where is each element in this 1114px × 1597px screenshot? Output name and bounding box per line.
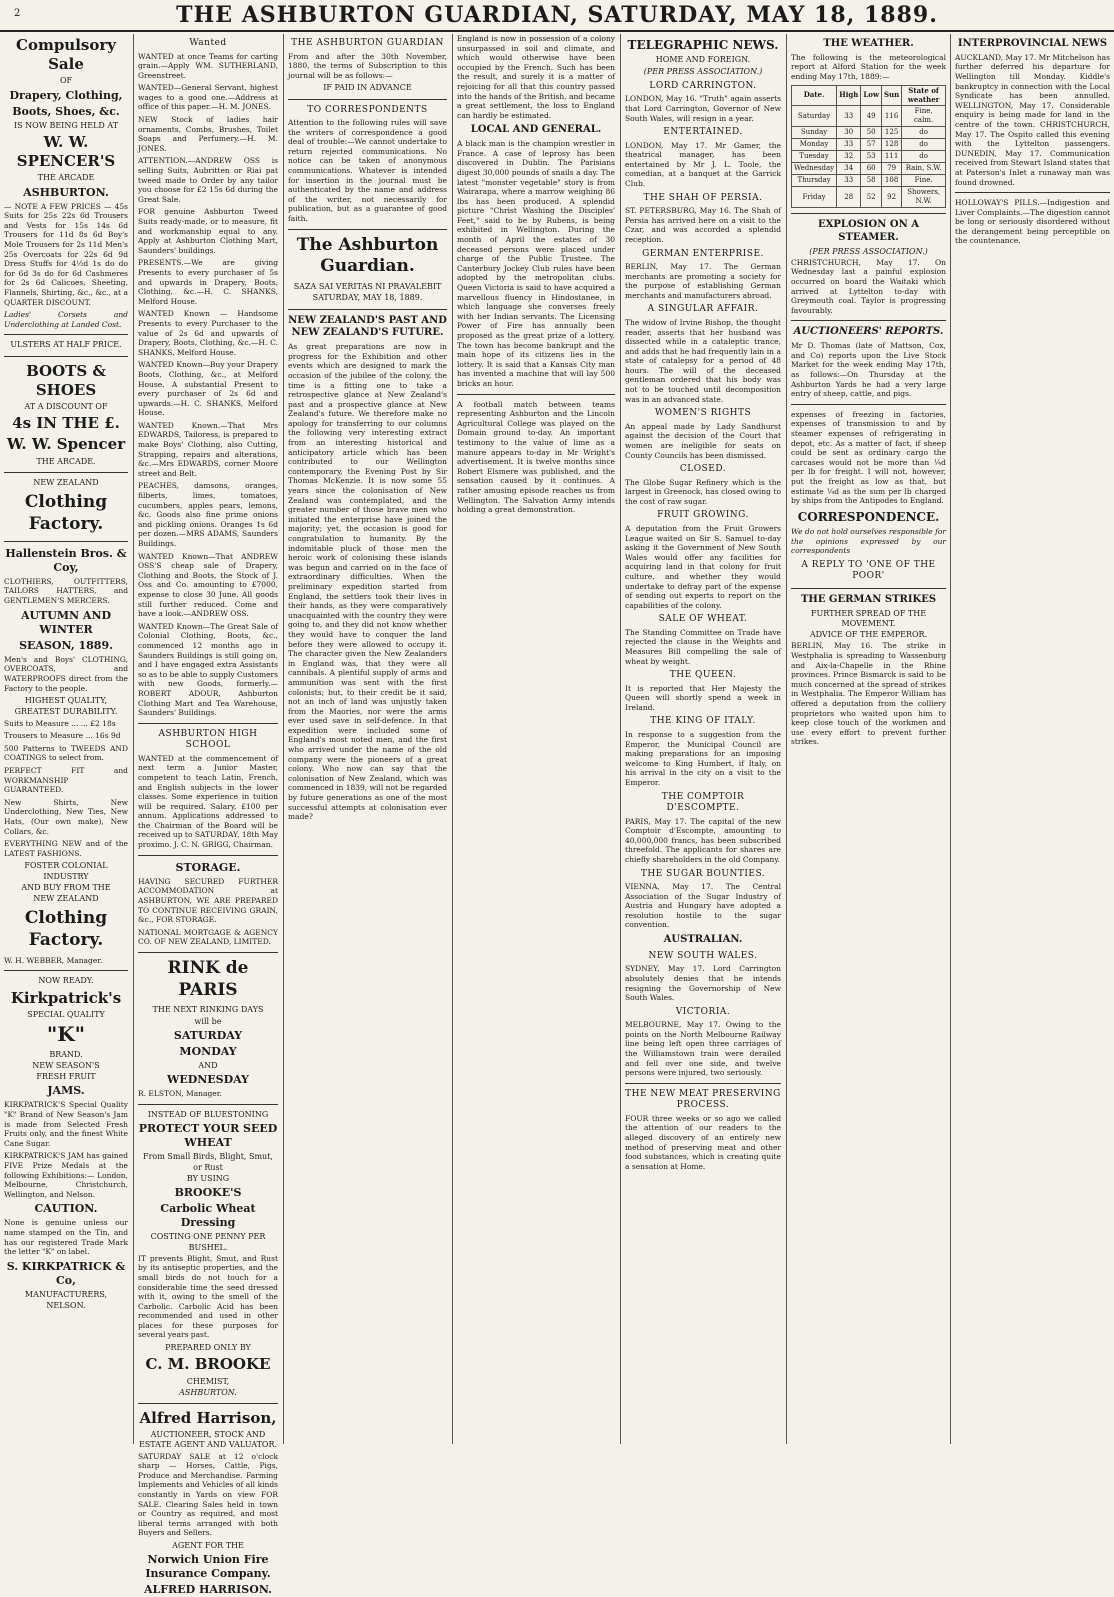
text: Trousers to Measure ... 16s 9d bbox=[4, 731, 121, 741]
text: ALFRED HARRISON. bbox=[143, 1583, 273, 1597]
text: FOSTER COLONIAL INDUSTRY bbox=[24, 861, 108, 881]
text: THE KING OF ITALY. bbox=[650, 716, 756, 727]
text: Clothing Factory. bbox=[24, 492, 108, 534]
text: Attention to the following rules will save the writers of correspondence a good deal of trouble:—We cannot undertake to return rejected communications. No notice can be taken of anonymous communications. Whatever is intended for insertion in the journal must be authenticated by the name and address of the writer, not necessarily for publication, but as a guarantee of good faith. bbox=[288, 118, 447, 223]
table-cell: Wednesday bbox=[792, 163, 837, 175]
divider bbox=[791, 320, 946, 321]
table-cell: 33 bbox=[837, 139, 861, 151]
text: Boots, Shoes, &c. bbox=[12, 104, 120, 118]
text: ASHBURTON. bbox=[23, 185, 109, 199]
table-cell: Rain, S.W. bbox=[902, 163, 946, 175]
text: HIGHEST QUALITY, bbox=[24, 696, 108, 706]
text: LOCAL AND GENERAL. bbox=[470, 124, 602, 136]
divider bbox=[138, 952, 278, 953]
newspaper-title: THE ASHBURTON GUARDIAN, SATURDAY, MAY 18, 1889. bbox=[176, 2, 938, 28]
table-cell: 108 bbox=[882, 175, 902, 187]
table-cell: 128 bbox=[882, 139, 902, 151]
text: ASHBURTON. bbox=[179, 1387, 237, 1397]
table-cell: Fine. bbox=[902, 175, 946, 187]
text: The widow of Irvine Bishop, the thought reader, asserts that her husband was dissected while in a cataleptic trance, and adds that he had frequently lain in a state of catalepsy for a period of 48 hours. The will of the deceased gentleman ordered that his body was not to be touched until decomposition was in an advanced state. bbox=[625, 317, 781, 404]
text: Kirkpatrick's bbox=[10, 988, 122, 1007]
classified-ad: WANTED at once Teams for carting grain.—Apply WM. SUTHERLAND, Greenstreet. bbox=[138, 51, 278, 80]
classified-ad: WANTED—General Servant, highest wages to a good one.—Address at office of this paper.—H. M. JONES. bbox=[138, 83, 278, 112]
weather-table bbox=[791, 85, 946, 208]
text: "K" bbox=[46, 1022, 86, 1047]
text: NEW SEASON'S bbox=[32, 1060, 100, 1070]
table-cell: 52 bbox=[861, 187, 882, 208]
text: NEW ZEALAND'S PAST AND NEW ZEALAND'S FUTURE. bbox=[288, 314, 447, 339]
text: COSTING ONE PENNY PER BUSHEL. bbox=[150, 1232, 266, 1252]
text: LONDON, May 16. "Truth" again asserts that Lord Carrington, Governor of New South Wales, will resign in a year. bbox=[625, 94, 781, 123]
divider bbox=[138, 1403, 278, 1404]
text: EVERYTHING NEW and of the LATEST FASHIONS. bbox=[4, 839, 128, 858]
text: Wanted bbox=[189, 38, 227, 48]
text: HOLLOWAY'S PILLS.—Indigestion and Liver Complaints.—The digestion cannot be long or seriously disordered without the derangement being perceptible on the countenance. bbox=[955, 198, 1110, 246]
text: THE ARCADE. bbox=[36, 456, 96, 466]
table-row bbox=[792, 139, 946, 151]
text: PROTECT YOUR SEED WHEAT bbox=[138, 1122, 278, 1150]
text: A REPLY TO 'ONE OF THE POOR' bbox=[801, 559, 936, 582]
text: In response to a suggestion from the Emperor, the Municipal Council are making preparations for an imposing welcome to King Humbert, if Italy, on his arrival in the city on a visit to the Emperor. bbox=[625, 730, 781, 787]
divider bbox=[138, 723, 278, 724]
classified-ad: PRESENTS.—We are giving Presents to every purchaser of 5s and upwards in Drapery, Boots, Clothing, &c.—H. C. SHANKS, Melford House. bbox=[138, 258, 278, 306]
text: SPECIAL QUALITY bbox=[27, 1009, 105, 1019]
text: From and after the 30th November, 1880, the terms of Subscription to this journal will be as follows:— bbox=[288, 51, 447, 80]
table-cell: 49 bbox=[861, 106, 882, 127]
text: ASHBURTON HIGH SCHOOL bbox=[158, 728, 258, 751]
table-cell: do bbox=[902, 127, 946, 139]
text: AUCTIONEER, STOCK AND ESTATE AGENT AND VALUATOR. bbox=[138, 1430, 278, 1450]
text: MANUFACTURERS, bbox=[24, 1289, 108, 1299]
divider bbox=[138, 1104, 278, 1105]
text: W. H. WEBBER, Manager. bbox=[4, 955, 103, 965]
table-cell: do bbox=[902, 151, 946, 163]
text: Men's and Boys' CLOTHING, OVERCOATS, and WATERPROOFS direct from the Factory to the people. bbox=[4, 654, 128, 693]
local-news: A black man is the champion wrestler in France. A case of leprosy has been discovered in Dublin. The Parisians digest 30,000 pounds of snails a day. The latest "monster vegetable" story is from Wairarapa, where a marrow weighing 86 lbs has been produced. A splendid picture "Christ Washing the Disciples' Feet," said to be by Rubens, is being exhibited in Wellington. During the month of April the estates of 30 deceased persons were placed under charge of the Public Trustee. The Canterbury Jockey Club rules have been adopted by the metropolitan clubs. Queen Victoria is said to have acquired a marvellous fluency in Hindostanee, in which language she converses freely with her Indian servants. The Licensing Power of Fire has annually been proposed as the great prize of a lottery. The town has become bankrupt and the main hope of its citizens lies in the lottery. It is said that a Kansas City man has invented a machine that will lay 500 bricks an hour. bbox=[457, 139, 615, 388]
table-row bbox=[792, 163, 946, 175]
text: INSTEAD OF BLUESTONING bbox=[147, 1109, 269, 1119]
text: Hallenstein Bros. & Coy, bbox=[5, 546, 127, 574]
column-6-weather-reports bbox=[791, 34, 946, 1444]
text: BY USING bbox=[186, 1173, 230, 1183]
divider bbox=[288, 309, 447, 310]
table-cell: 32 bbox=[837, 151, 861, 163]
text: A deputation from the Fruit Growers League waited on Sir S. Samuel to-day asking it the Government of New South Wales would offer any facilities for acquiring land in that colony for fruit culture, and whether they would undertake to defray part of the expense of sending out experts to report on the capabilities of the colony. bbox=[625, 523, 781, 610]
text: BERLIN, May 16. The strike in Westphalia is spreading to Wassenburg and Aix-la-Chapelle in the Rhine provinces. Prince Bismarck is said to be much concerned at the spread of strikes in Westphalia. The Emperor William has offered a deputation from the colliery proprietors who waited upon him to keep close touch of the workmen and use every effort to prevent further strikes. bbox=[791, 641, 946, 747]
divider bbox=[138, 855, 278, 856]
text: THE SHAH OF PERSIA. bbox=[643, 192, 763, 203]
table-cell: 92 bbox=[882, 187, 902, 208]
text: CLOSED. bbox=[679, 464, 727, 475]
table-cell: 125 bbox=[882, 127, 902, 139]
text: JAMS. bbox=[47, 1084, 85, 1098]
text: THE ARCADE bbox=[37, 173, 95, 183]
text: WANTED at the commencement of next term a Junior Master, competent to teach Latin, French, and English subjects in the lower classes. Some experience in tuition will be required. Salary, £100 per annum. Applications addressed to the Chairman of the Board will be received up to SATURDAY, 18th May proximo. J. C. N. GRIGG, Chairman. bbox=[138, 753, 279, 850]
text: The following is the meteorological report at Alford Station for the week ending May 17th, 1889:— bbox=[791, 52, 946, 81]
column-divider bbox=[133, 34, 134, 1444]
text: GERMAN ENTERPRISE. bbox=[642, 248, 764, 259]
text: Suits to Measure ... ... £2 18s bbox=[4, 718, 116, 728]
divider bbox=[625, 1083, 781, 1084]
divider bbox=[791, 404, 946, 405]
text: The Standing Committee on Trade have rejected the clause in the Weights and Measures Bill compelling the sale of wheat by weight. bbox=[625, 627, 781, 666]
divider bbox=[791, 213, 946, 214]
text: ENTERTAINED. bbox=[663, 127, 743, 138]
table-cell: 60 bbox=[861, 163, 882, 175]
divider bbox=[4, 472, 128, 473]
text: BOOTS & SHOES bbox=[26, 361, 106, 399]
text: (PER PRESS ASSOCIATION.) bbox=[643, 66, 763, 76]
classified-ad: WANTED Known—That ANDREW OSS'S cheap sale of Drapery, Clothing and Boots, the Stock of J. Oss and Co. amounting to £7000, expense to close 30 June. All goods still further reduced. Come and have a look.—ANDREW OSS. bbox=[138, 551, 278, 619]
text: SATURDAY, MAY 18, 1889. bbox=[312, 293, 423, 303]
text: W. W. Spencer bbox=[6, 435, 126, 454]
classified-ad: WANTED Known — Handsome Presents to every Purchaser to the value of 2s 6d and upwards of Drapery, Boots, Clothing, &c.—H. C. SHANKS, Melford House. bbox=[138, 309, 278, 357]
text: R. ELSTON, Manager. bbox=[138, 1089, 222, 1099]
column-divider bbox=[786, 34, 787, 1444]
text: Ladies' Corsets and Underclothing at Landed Cost. bbox=[4, 310, 128, 329]
table-cell: 57 bbox=[861, 139, 882, 151]
text: AUSTRALIAN. bbox=[663, 934, 743, 946]
text: CLOTHIERS, OUTFITTERS, TAILORS HATTERS, and GENTLEMEN'S MERCERS. bbox=[4, 576, 128, 605]
text: Drapery, Clothing, bbox=[9, 88, 123, 102]
text: S. KIRKPATRICK & Co, bbox=[6, 1259, 126, 1287]
divider bbox=[955, 192, 1110, 193]
text: 4s IN THE £. bbox=[12, 414, 120, 433]
table-cell: 30 bbox=[837, 127, 861, 139]
text: None is genuine unless our name stamped on the Tin, and has our registered Trade Mark the letter "K" on label. bbox=[4, 1218, 128, 1257]
table-cell: 33 bbox=[837, 106, 861, 127]
text: NELSON. bbox=[46, 1301, 86, 1311]
table-cell: 116 bbox=[882, 106, 902, 127]
text: IS NOW BEING HELD AT bbox=[13, 120, 119, 130]
text: VIENNA, May 17. The Central Association of the Sugar Industry of Austria and Hungary have adopted a resolution hostile to the sugar convention. bbox=[625, 882, 781, 930]
text: THE SUGAR BOUNTIES. bbox=[640, 868, 766, 879]
table-cell: 28 bbox=[837, 187, 861, 208]
table-cell: 79 bbox=[882, 163, 902, 175]
text: New Shirts, New Underclothing, New Ties, New Hats, (Our own make), New Collars, &c. bbox=[4, 797, 128, 836]
text: VICTORIA. bbox=[675, 1006, 731, 1017]
text: SAZA SAI VERITAS NI PRAVALEBIT bbox=[293, 282, 442, 292]
table-cell: Showers, N.W. bbox=[902, 187, 946, 208]
table-cell: Saturday bbox=[792, 106, 837, 127]
classified-ad: PEACHES, damsons, oranges, filberts, limes, tomatoes, cucumbers, apples pears, lemons, &c. Goods also fine prime onions and pickling onions. Oranges 1s 6d per dozen.—MRS ADAMS, Saunders Buildings. bbox=[138, 481, 278, 549]
text: England is now in possession of a colony unsurpassed in soil and climate, and which would otherwise have been occupied by the French. Such has been the result, and surely it is a matter of rejoicing for all that this country passed into the hands of the British, and became a great settlement, the loss to England can hardly be estimated. bbox=[457, 34, 615, 120]
column-3-editorial bbox=[288, 34, 447, 1444]
text: FRESH FRUIT bbox=[36, 1072, 96, 1082]
text: HAVING SECURED FURTHER ACCOMMODATION at ASHBURTON, WE ARE PREPARED TO CONTINUE RECEIVING GRAIN, &c., FOR STORAGE. bbox=[138, 876, 278, 925]
text: CHEMIST, bbox=[186, 1376, 230, 1386]
text: KIRKPATRICK'S Special Quality "K" Brand of New Season's Jam is made from Selected Fresh Fruits only, and the finest White Cane Sugar. bbox=[4, 1100, 128, 1148]
table-cell: Fine, calm. bbox=[902, 106, 946, 127]
text: RINK de PARIS bbox=[167, 957, 249, 1000]
text: will be bbox=[194, 1016, 222, 1026]
spencer-heading: Compulsory Sale bbox=[16, 36, 116, 74]
classified-ad: WANTED Known.—That Mrs EDWARDS, Tailoress, is prepared to make Boys' Clothing, also Cutting, Strapping, repairs and alterations, &c.—Mrs EDWARDS, corner Moore street and Belt. bbox=[138, 420, 278, 478]
text: SEASON, 1889. bbox=[19, 638, 113, 652]
text: AUTUMN AND WINTER bbox=[20, 608, 112, 636]
table-row bbox=[792, 187, 946, 208]
text: SATURDAY bbox=[173, 1028, 243, 1042]
text: Mr D. Thomas (late of Mattson, Cox, and Co) reports upon the Live Stock Market for the week ending May 17th, as follows:—On Thursday at the Ashburton Yards he had a very large entry of sheep, cattle, and pigs. bbox=[791, 341, 946, 399]
text: PREPARED ONLY BY bbox=[165, 1343, 251, 1353]
table-header: Date. bbox=[792, 85, 837, 106]
text: ST. PETERSBURG, May 16. The Shah of Persia has arrived here on a visit to the Czar, and was accorded a splendid reception. bbox=[625, 206, 781, 244]
text: GREATEST DURABILITY. bbox=[14, 707, 118, 717]
text: THE ASHBURTON GUARDIAN bbox=[291, 38, 444, 48]
text: expenses of freezing in factories, expenses of transmission to and by steamer expenses of refrigerating in depot, etc. As a matter of fact, if sheep could be sent as ordinary cargo the carcases would not be more than ¼d per lb for freight. I will not, however, put the freight as low as that, but estimate ¼d as the sum per lb charged by ships from the Antipodes to England. bbox=[791, 409, 946, 506]
divider bbox=[288, 229, 447, 230]
text: CAUTION. bbox=[34, 1202, 98, 1216]
text: INTERPROVINCIAL NEWS bbox=[957, 38, 1108, 49]
text: Clothing Factory. bbox=[24, 908, 108, 951]
text: EXPLOSION ON A STEAMER. bbox=[818, 219, 919, 243]
table-cell: do bbox=[902, 139, 946, 151]
text: THE QUEEN. bbox=[669, 670, 737, 681]
column-divider bbox=[950, 34, 951, 1444]
column-1-advertisements bbox=[4, 34, 128, 1444]
table-cell: Sunday bbox=[792, 127, 837, 139]
text: THE COMPTOIR D'ESCOMPTE. bbox=[661, 791, 745, 814]
spencer-prices: — NOTE A FEW PRICES — 45s Suits for 25s 22s 6d Trousers and Vests for 15s 14s 6d Trousers for 11d 8s 6d Boy's Mole Trousers for 2s 11d Men's 25s Overcoats for 22s 6d 9d Dress Stuffs for 4½d 1s do do for 6d 3s do for 6d Cashmeres for 2s 6d Calicoes, Sheeting, Flannels, Shirting, &c., &c., at a QUARTER DISCOUNT. bbox=[4, 201, 128, 307]
text: Alfred Harrison, bbox=[139, 1408, 277, 1427]
text: AUCKLAND, May 17. Mr Mitchelson has further deferred his departure for Wellington till Monday. Kiddle's bankruptcy in connection with the Local Syndicate has been annulled. WELLINGTON, May 17. Considerable enquiry is being made for land in the centre of the town. CHRISTCHURCH, May 17. The Ospito called this evening with the Lyttelton passengers. DUNEDIN, May 17. Communication received from Stewart Island states that at Paterson's Inlet a runaway man was found drowned. bbox=[955, 52, 1110, 187]
text: THE NEXT RINKING DAYS bbox=[152, 1005, 264, 1015]
text: MELBOURNE, May 17. Owing to the points on the North Melbourne Railway line being left open three carriages of the Williamstown train were derailed and fell over one side, and twelve persons were injured, two seriously. bbox=[625, 1020, 781, 1078]
spencer-name: W. W. SPENCER'S bbox=[16, 133, 116, 171]
table-header: Low bbox=[861, 85, 882, 106]
table-cell: 34 bbox=[837, 163, 861, 175]
text: NATIONAL MORTGAGE & AGENCY CO. OF NEW ZEALAND, LIMITED. bbox=[138, 927, 278, 947]
text: WOMEN'S RIGHTS bbox=[654, 408, 752, 419]
text: Norwich Union Fire Insurance Company. bbox=[145, 1553, 271, 1581]
text: CHRISTCHURCH, May 17. On Wednesday last a painful explosion occurred on board the Waitaki which arrived at Lyttelton to-day with Greymouth coal. Taylor is progressing favourably. bbox=[791, 257, 946, 315]
text: TELEGRAPHIC NEWS. bbox=[627, 38, 779, 52]
divider bbox=[288, 99, 447, 100]
text: THE WEATHER. bbox=[823, 38, 914, 49]
text: WEDNESDAY bbox=[166, 1073, 250, 1087]
text: MONDAY bbox=[179, 1044, 237, 1058]
text: LORD CARRINGTON. bbox=[649, 80, 757, 91]
text: BRAND. bbox=[49, 1049, 83, 1059]
table-cell: 111 bbox=[882, 151, 902, 163]
text: BROOKE'S bbox=[174, 1186, 242, 1200]
table-cell: Monday bbox=[792, 139, 837, 151]
text: AGENT FOR THE bbox=[172, 1540, 244, 1550]
text: A SINGULAR AFFAIR. bbox=[647, 304, 759, 315]
text: From Small Birds, Blight, Smut, or Rust bbox=[143, 1152, 273, 1172]
text: SATURDAY SALE at 12 o'clock sharp — Horses, Cattle, Pigs, Produce and Merchandise. Farming Implements and Vehicles of all kinds constantly in Yards on view FOR SALE. Clearing Sales held in town or Country as required, and most liberal terms arranged with both Buyers and Sellers. bbox=[138, 1451, 278, 1538]
table-cell: 53 bbox=[861, 151, 882, 163]
editorial-article: As great preparations are now in progress for the Exhibition and other events which are designed to mark the occasion of the jubilee of the colony, the time is a fitting one to take a retrospective glance at New Zealand's past and a prospective glance at New Zealand's future. We therefore make no apology for transferring to our columns the following very interesting extract from an interesting historical and anticipatory article which has been contributed to our Wellington contemporary, the Evening Post by Sir Thomas McKenzie. It is now some 55 years since the colonisation of New Zealand was contemplated, and the greater number of those brave men who initiated the enterprise have joined the majority; yet, the occasion is good for congratulation to humanity. By the indomitable pluck of those men the heroic work of colonising these islands was begun and carried on in the face of extraordinary difficulties. When the preliminary expedition started from England, the settlers took their lives in their hands, as they were comparatively unacquainted with the country they were going to, and they did not know whether they would have to conquer the land before they were allowed to occupy it. The character given the New Zealanders in England was, that they were all cannibals. A plentiful supply of arms and ammunition was sent with the first colonists; but, to their credit be it said, not an inch of land was unjustly taken from the Maories, nor were the arms ever used save in self-defence. In that expedition were included some of England's most noted men, and the first who arrived under the name of the old company were the pioneers of a great colony. Who now can say that the colonisation of New Zealand, which was commenced in 1839, will not be regarded by future generations as one of the most successful attempts at colonisation ever made? bbox=[288, 342, 447, 822]
text: ULSTERS AT HALF PRICE. bbox=[10, 340, 122, 350]
classified-ad: NEW Stock of ladies hair ornaments, Combs, Brushes, Toilet Soaps and Perfumery.—H. M. JONES. bbox=[138, 115, 278, 153]
column-2-classifieds bbox=[138, 34, 279, 1597]
text: IT prevents Blight, Smut, and Rust by its antiseptic properties, and the small birds do not touch for a considerable time the seed dressed with it, owing to the smell of the Carbolic. Carbolic Acid has been recommended and used in other places for these purposes for several years past. bbox=[138, 1253, 278, 1340]
text: C. M. BROOKE bbox=[145, 1355, 271, 1374]
text: HOME AND FOREIGN. bbox=[655, 55, 751, 65]
table-cell: 58 bbox=[861, 175, 882, 187]
divider bbox=[791, 588, 946, 589]
text: FRUIT GROWING. bbox=[657, 510, 749, 521]
text: CORRESPONDENCE. bbox=[797, 509, 940, 524]
masthead bbox=[0, 0, 1114, 32]
text: NEW ZEALAND bbox=[33, 477, 99, 487]
text: THE GERMAN STRIKES bbox=[800, 593, 937, 605]
text: Carbolic Wheat Dressing bbox=[160, 1202, 256, 1230]
text: PERFECT FIT and WORKMANSHIP GUARANTEED. bbox=[4, 765, 128, 795]
column-5-telegraphic bbox=[625, 34, 781, 1444]
column-divider bbox=[283, 34, 284, 1444]
column-divider bbox=[452, 34, 453, 1444]
text: KIRKPATRICK'S JAM has gained FIVE Prize Medals at the following Exhibitions:— London, Melbourne, Christchurch, Wellington, and Nelson. bbox=[4, 1151, 128, 1199]
classified-ad: WANTED Known—Buy your Drapery Boots, Clothing, &c., at Melford House. A substantial Present to every purchaser of 2s 6d and upwards.—H. C. SHANKS, Melford House. bbox=[138, 360, 278, 418]
text: LONDON, May 17. Mr Gamer, the theatrical manager, has been entertained by Mr J. L. Toole, the comedian, at a banquet at the Garrick Club. bbox=[625, 140, 781, 189]
text: (PER PRESS ASSOCIATION.) bbox=[809, 246, 928, 256]
classified-ad: FOR genuine Ashburton Tweed Suits ready-made, or to measure, fit and workmanship equal to any. Apply at Ashburton Clothing Mart, Saunders' buildings. bbox=[138, 207, 278, 255]
divider bbox=[457, 394, 615, 395]
text: FURTHER SPREAD OF THE MOVEMENT. bbox=[810, 608, 927, 628]
text: AND BUY FROM THE bbox=[21, 882, 111, 892]
text: AT A DISCOUNT OF bbox=[24, 402, 108, 412]
text: NOW READY. bbox=[38, 976, 94, 986]
text: NEW ZEALAND bbox=[33, 894, 99, 904]
table-cell: 50 bbox=[861, 127, 882, 139]
text: AUCTIONEERS' REPORTS. bbox=[793, 326, 944, 338]
divider bbox=[4, 334, 128, 335]
table-cell: 33 bbox=[837, 175, 861, 187]
divider bbox=[4, 541, 128, 542]
text: An appeal made by Lady Sandhurst against the decision of the Court that women are ineligible for seats on County Councils has been dismissed. bbox=[625, 421, 781, 460]
text: SYDNEY, May 17. Lord Carrington absolutely denies that he intends resigning the Governorship of New South Wales. bbox=[625, 964, 781, 1003]
column-divider bbox=[620, 34, 621, 1444]
text: STORAGE. bbox=[175, 860, 241, 874]
text: FOUR three weeks or so ago we called the attention of our readers to the alleged discovery of an entirely new method of preserving meat and other food substances, which is creating quite a sensation at Home. bbox=[625, 1113, 781, 1171]
classified-ad: ATTENTION.—ANDREW OSS is selling Suits, Aubritten or Riai pat tweed made to Order by any tailor you choose for £2 15s 6d during the Great Sale. bbox=[138, 156, 278, 204]
text: NEW SOUTH WALES. bbox=[648, 950, 758, 961]
table-header: Sun bbox=[882, 85, 902, 106]
divider bbox=[4, 356, 128, 357]
page-number: 2 bbox=[14, 8, 21, 19]
text: IF PAID IN ADVANCE bbox=[323, 83, 412, 93]
table-row bbox=[792, 151, 946, 163]
column-7-interprovincial bbox=[955, 34, 1110, 1444]
text: 500 Patterns to TWEEDS AND COATINGS to select from. bbox=[4, 743, 128, 763]
text: OF bbox=[59, 76, 73, 86]
text: ADVICE OF THE EMPEROR. bbox=[809, 630, 928, 640]
text: TO CORRESPONDENTS bbox=[307, 104, 428, 115]
classified-ad: WANTED Known—The Great Sale of Colonial Clothing, Boots, &c., commenced 12 months ago in Saunders Buildings is still going on, and I have engaged extra Assistants so as to be able to supply Customers with new Goods, formerly.—ROBERT ADOUR, Ashburton Clothing Mart and Tea Warehouse, Saunders' Buildings. bbox=[138, 621, 278, 718]
divider bbox=[4, 970, 128, 971]
text: A football match between teams representing Ashburton and the Lincoln Agricultural College was played on the Domain ground to-day. An important testimony to the value of lime as a manure appears to-day in Mr Wright's advertisement. It is twelve months since Robert Elsmere was published, and the sensation caused by it continues. A rather amusing episode reaches us from Wellington. The Salvation Army intends holding a great demonstration. bbox=[457, 399, 615, 515]
table-cell: Thursday bbox=[792, 175, 837, 187]
guardian-masthead: The Ashburton Guardian. bbox=[296, 234, 439, 277]
text: AND bbox=[198, 1061, 218, 1071]
text: SALE OF WHEAT. bbox=[658, 614, 748, 625]
text: We do not hold ourselves responsible for the opinions expressed by our correspondents bbox=[791, 527, 946, 556]
table-header: State of weather bbox=[902, 85, 946, 106]
table-row bbox=[792, 127, 946, 139]
table-row bbox=[792, 106, 946, 127]
text: It is reported that Her Majesty the Queen will shortly spend a week in Ireland. bbox=[625, 683, 781, 712]
text: The Globe Sugar Refinery which is the largest in Greenock, has closed owing to the cost of raw sugar. bbox=[625, 477, 781, 506]
text: THE NEW MEAT PRESERVING PROCESS. bbox=[625, 1088, 781, 1111]
table-cell: Tuesday bbox=[792, 151, 837, 163]
text: PARIS, May 17. The capital of the new Comptoir d'Escompte, amounting to 40,000,000 francs, has been subscribed threefold. The applicants for shares are chiefly shareholders in the old Company. bbox=[625, 816, 781, 864]
text: BERLIN, May 17. The German merchants are promoting a society for the purpose of establishing German merchants and manufacturers abroad. bbox=[625, 262, 781, 300]
table-header: High bbox=[837, 85, 861, 106]
table-row bbox=[792, 175, 946, 187]
table-cell: Friday bbox=[792, 187, 837, 208]
column-4-news bbox=[457, 34, 615, 1444]
